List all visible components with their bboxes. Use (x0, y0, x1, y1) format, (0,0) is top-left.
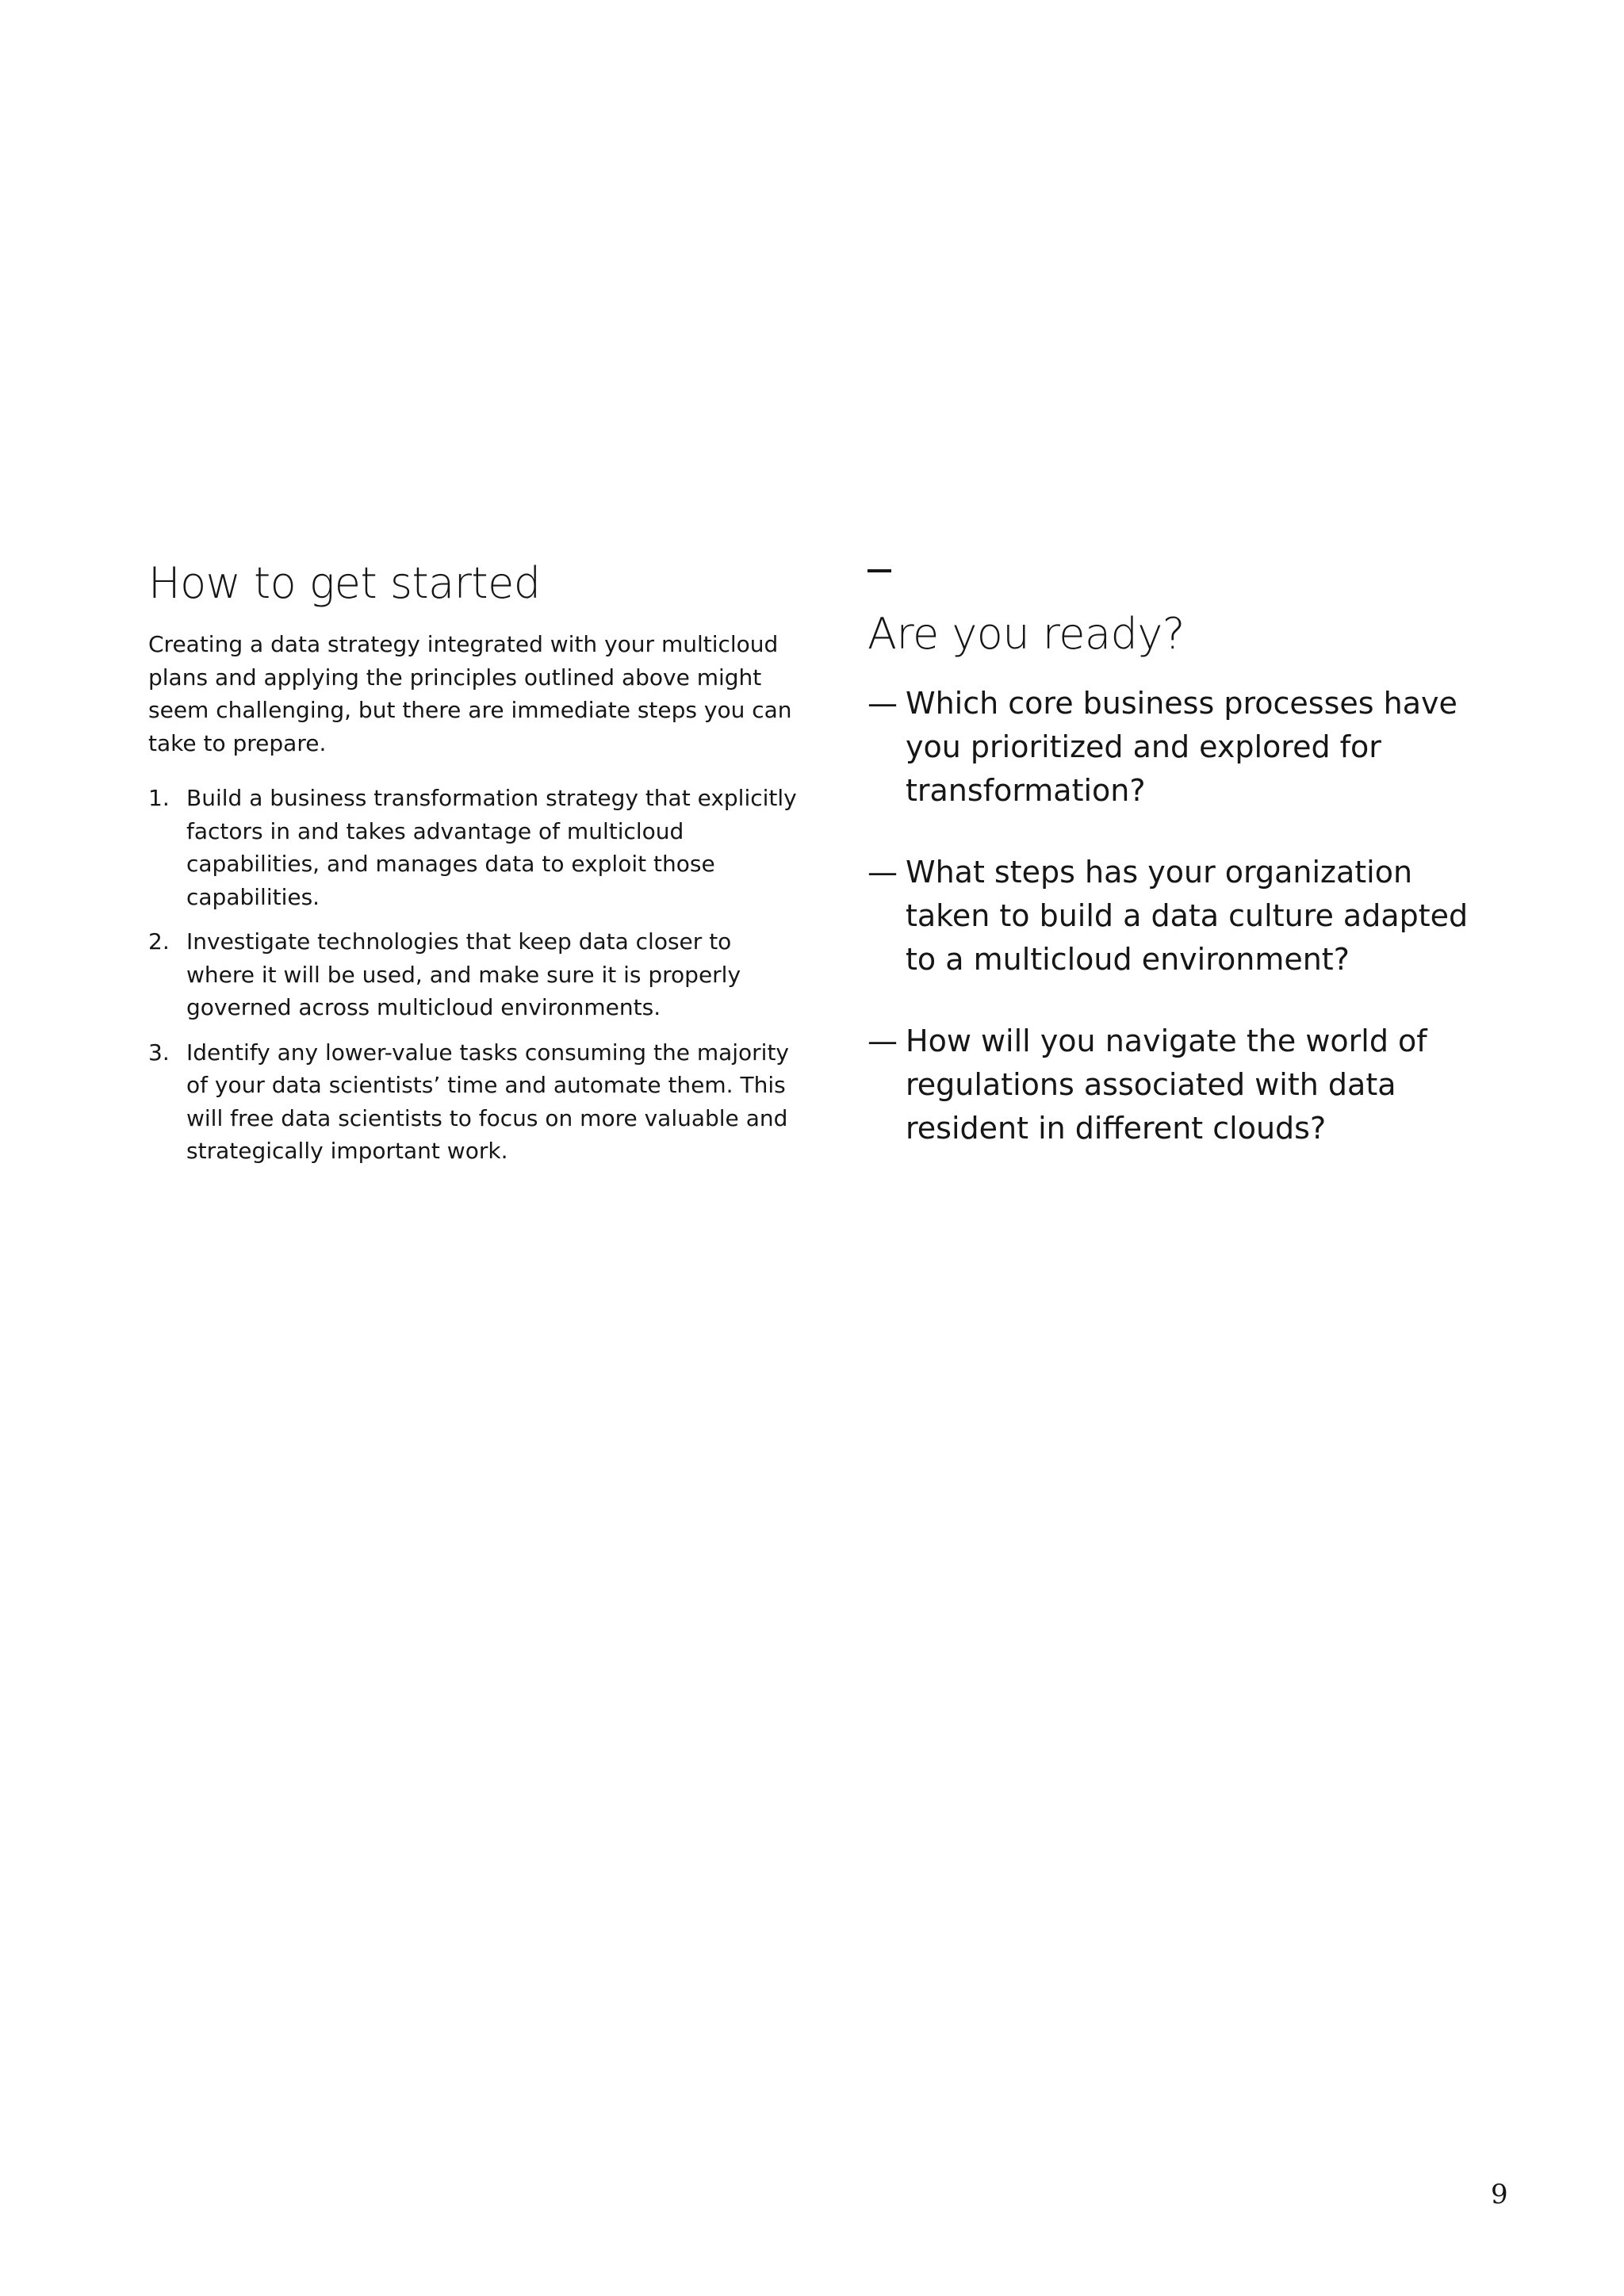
are-you-ready-section (868, 547, 1486, 1188)
section-title: Are you ready? (868, 609, 1185, 659)
list-item (148, 925, 799, 1024)
step-number: 2. (148, 928, 170, 955)
questions-list (868, 682, 1486, 1150)
intro-paragraph: Creating a data strategy integrated with your multicloud plans and applying the principles outlined above might seem challenging, but there are immediate steps you can take to prepare. (148, 631, 792, 756)
step-number: 1. (148, 785, 170, 811)
question-text: What steps has your organization taken to build a data culture adapted to a multicloud environment? (906, 855, 1469, 977)
em-dash-bullet: — (868, 855, 898, 890)
accent-rule (868, 569, 891, 572)
step-text: Identify any lower-value tasks consuming the majority of your data scientists’ time and automate them. This will free data scientists to focus on more valuable and strategically important work. (186, 1039, 790, 1164)
list-item (868, 1020, 1486, 1150)
steps-list (148, 782, 799, 1168)
step-number: 3. (148, 1039, 170, 1066)
page-number: 9 (1491, 2179, 1508, 2210)
how-to-get-started-section (148, 555, 799, 1180)
step-text: Build a business transformation strategy that explicitly factors in and takes advantage of multicloud capabilities, and manages data to exploit those capabilities. (186, 785, 797, 910)
list-item (148, 782, 799, 913)
em-dash-bullet: — (868, 686, 898, 721)
list-item (868, 851, 1486, 982)
em-dash-bullet: — (868, 1024, 898, 1058)
question-text: Which core business processes have you prioritized and explored for transformation? (906, 686, 1457, 808)
step-text: Investigate technologies that keep data closer to where it will be used, and make sure it is properly governed across multicloud environments. (186, 928, 741, 1020)
list-item (868, 682, 1486, 813)
question-text: How will you navigate the world of regulations associated with data resident in different clouds? (906, 1024, 1427, 1146)
section-title: How to get started (148, 558, 541, 608)
list-item (148, 1036, 799, 1168)
